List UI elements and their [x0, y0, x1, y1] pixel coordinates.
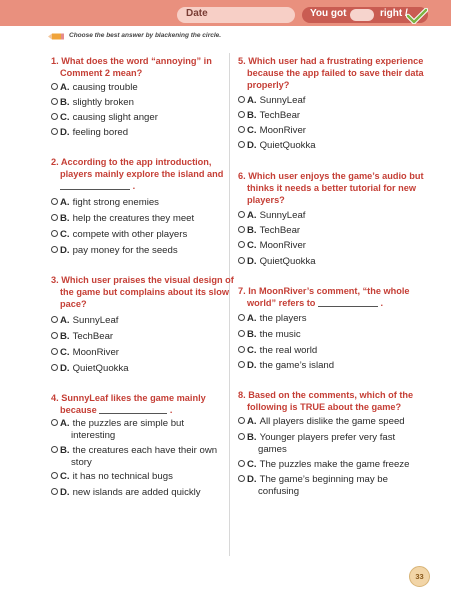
answer-circle	[238, 96, 245, 103]
question-3: 3. Which user praises the visual design of the game but complains about its slow pace?	[51, 275, 234, 309]
option-2c[interactable]: C. compete with other players	[51, 229, 187, 241]
answer-circle	[238, 314, 245, 321]
answer-circle	[238, 257, 245, 264]
answer-circle	[51, 364, 58, 371]
option-1b[interactable]: B. slightly broken	[51, 97, 134, 109]
score-suffix: right /	[380, 8, 408, 19]
date-field[interactable]	[177, 7, 295, 23]
answer-circle	[238, 126, 245, 133]
option-4c[interactable]: C. it has no technical bugs	[51, 471, 173, 483]
option-7b[interactable]: B. the music	[238, 329, 301, 341]
answer-circle	[51, 113, 58, 120]
option-5b[interactable]: B. TechBear	[238, 110, 300, 122]
option-3a[interactable]: A. SunnyLeaf	[51, 315, 118, 327]
pencil-icon	[48, 32, 64, 41]
option-8d[interactable]: D. The game’s beginning may be confusing	[238, 474, 428, 498]
answer-circle	[51, 83, 58, 90]
answer-circle	[51, 488, 58, 495]
option-6c[interactable]: C. MoonRiver	[238, 240, 306, 252]
answer-circle	[51, 198, 58, 205]
option-3c[interactable]: C. MoonRiver	[51, 347, 119, 359]
option-1c[interactable]: C. causing slight anger	[51, 112, 158, 124]
option-8a[interactable]: A. All players dislike the game speed	[238, 416, 405, 428]
option-5c[interactable]: C. MoonRiver	[238, 125, 306, 137]
option-4b[interactable]: B. the creatures each have their own story	[51, 445, 226, 469]
score-input[interactable]	[350, 9, 374, 21]
question-2: 2. According to the app introduction, players mainly explore the island and .	[51, 157, 224, 191]
answer-circle	[51, 128, 58, 135]
option-3d[interactable]: D. QuietQuokka	[51, 363, 129, 375]
option-7c[interactable]: C. the real world	[238, 345, 317, 357]
option-1d[interactable]: D. feeling bored	[51, 127, 128, 139]
option-7a[interactable]: A. the players	[238, 313, 307, 325]
question-1: 1. What does the word “annoying” in Comment 2 mean?	[51, 56, 212, 78]
instruction-text: Choose the best answer by blackening the circle.	[69, 32, 222, 39]
option-3b[interactable]: B. TechBear	[51, 331, 113, 343]
answer-circle	[238, 361, 245, 368]
option-2d[interactable]: D. pay money for the seeds	[51, 245, 178, 257]
answer-circle	[51, 419, 58, 426]
option-4a[interactable]: A. the puzzles are simple but interesting	[51, 418, 226, 442]
answer-circle	[51, 332, 58, 339]
answer-circle	[238, 226, 245, 233]
question-5: 5. Which user had a frustrating experience because the app failed to save their data properly?	[238, 56, 424, 90]
question-8: 8. Based on the comments, which of the following is TRUE about the game?	[238, 390, 414, 412]
answer-circle	[238, 475, 245, 482]
option-5a[interactable]: A. SunnyLeaf	[238, 95, 305, 107]
answer-circle	[238, 141, 245, 148]
answer-circle	[51, 348, 58, 355]
answer-circle	[238, 211, 245, 218]
page-number: 33	[415, 572, 424, 581]
answer-circle	[238, 111, 245, 118]
answer-circle	[51, 446, 58, 453]
question-6: 6. Which user enjoys the game’s audio but thinks it needs a better tutorial for new players?	[238, 171, 424, 205]
option-6a[interactable]: A. SunnyLeaf	[238, 210, 305, 222]
checkmark-icon	[406, 8, 428, 24]
answer-circle	[238, 417, 245, 424]
option-8c[interactable]: C. The puzzles make the game freeze	[238, 459, 409, 471]
answer-circle	[51, 98, 58, 105]
answer-circle	[51, 316, 58, 323]
date-label: Date	[186, 8, 208, 19]
option-8b[interactable]: B. Younger players prefer very fast games	[238, 432, 428, 456]
answer-circle	[51, 230, 58, 237]
answer-circle	[238, 460, 245, 467]
answer-circle	[51, 472, 58, 479]
answer-circle	[238, 346, 245, 353]
option-7d[interactable]: D. the game’s island	[238, 360, 334, 372]
option-4d[interactable]: D. new islands are added quickly	[51, 487, 201, 499]
answer-circle	[238, 330, 245, 337]
answer-circle	[238, 433, 245, 440]
option-1a[interactable]: A. causing trouble	[51, 82, 138, 94]
option-5d[interactable]: D. QuietQuokka	[238, 140, 316, 152]
answer-circle	[238, 241, 245, 248]
question-7: 7. In MoonRiver’s comment, “the whole world” refers to .	[238, 286, 410, 308]
fill-blank	[99, 413, 167, 414]
page-number-badge	[409, 566, 430, 587]
answer-circle	[51, 246, 58, 253]
fill-blank	[60, 189, 130, 190]
option-6b[interactable]: B. TechBear	[238, 225, 300, 237]
option-6d[interactable]: D. QuietQuokka	[238, 256, 316, 268]
option-2b[interactable]: B. help the creatures they meet	[51, 213, 194, 225]
option-2a[interactable]: A. fight strong enemies	[51, 197, 159, 209]
fill-blank	[318, 306, 378, 307]
question-4: 4. SunnyLeaf likes the game mainly because .	[51, 393, 206, 415]
score-prefix: You got	[310, 8, 347, 19]
answer-circle	[51, 214, 58, 221]
